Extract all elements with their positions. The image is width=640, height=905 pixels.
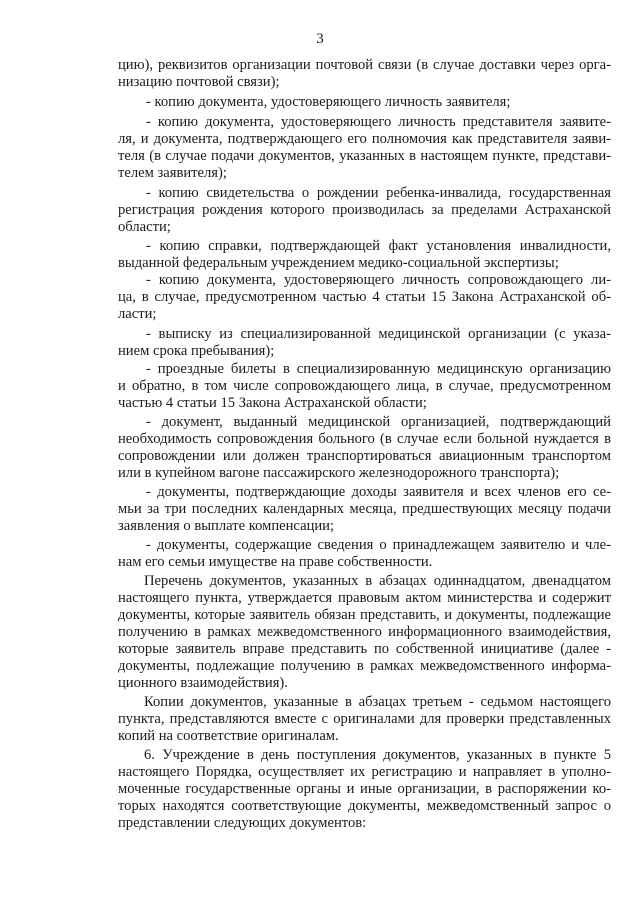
text-line: или в купейном вагоне пассажирского железнодорожного транспорта); [118,465,560,481]
list-item-line: - документы, содержащие сведения о принадлежащем заявителю и чле- [146,537,611,553]
text-line: теля (в случае подачи документов, указанных в настоящем пункте, представи- [118,148,611,164]
text-line: выданной федеральным учреждением медико-социальной экспертизы; [118,255,559,271]
text-line: копий на соответствие оригиналам. [118,728,339,744]
list-item-line: - выписку из специализированной медицинской организации (с указа- [146,326,611,342]
text-line: области; [118,219,171,235]
list-item-line: - проездные билеты в специализированную медицинскую организацию [146,361,611,377]
text-line: сопровождении или должен транспортироваться авиационным транспортом [118,448,611,464]
text-line: торых находятся соответствующие документы, межведомственный запрос о [118,798,611,814]
text-line: получению в рамках межведомственного информационного взаимодействия, [118,624,611,640]
list-item-line: - копию свидетельства о рождении ребенка-инвалида, государственная [146,185,611,201]
paragraph-first-line: Копии документов, указанные в абзацах третьем - седьмом настоящего [144,694,611,710]
text-line: частью 4 статьи 15 Закона Астраханской области; [118,395,427,411]
text-line: настоящего Порядка, осуществляет их регистрацию и направляет в уполно- [118,764,611,780]
text-line: ционного взаимодействия). [118,675,288,691]
text-line: настоящего пункта, утверждается правовым актом министерства и содержит [118,590,611,606]
list-item-line: - копию справки, подтверждающей факт установления инвалидности, [146,238,611,254]
text-line: низацию почтовой связи); [118,74,280,90]
text-line: нам его семьи имуществе на праве собственности. [118,554,433,570]
text-line: телем заявителя); [118,165,227,181]
page-number: 3 [316,31,324,47]
text-line: необходимость сопровождения больного (в случае если больной нуждается в [118,431,611,447]
list-item-line: - документы, подтверждающие доходы заявителя и всех членов его се- [146,484,611,500]
text-line: цию), реквизитов организации почтовой связи (в случае доставки через орга- [118,57,611,73]
text-line: и обратно, в том числе сопровождающего лица, в случае, предусмотренном [118,378,611,394]
text-line: мьи за три последних календарных месяца, предшествующих месяцу подачи [118,501,611,517]
text-line: пункта, представляются вместе с оригиналами для проверки представленных [118,711,611,727]
text-line: документы, которые заявитель обязан представить, и документы, подлежащие [118,607,611,623]
text-line: моченные государственные органы и иные организации, в распоряжении ко- [118,781,611,797]
paragraph-first-line: 6. Учреждение в день поступления документов, указанных в пункте 5 [144,747,611,763]
paragraph-first-line: Перечень документов, указанных в абзацах одиннадцатом, двенадцатом [144,573,611,589]
list-item-line: - копию документа, удостоверяющего личность представителя заявите- [146,114,611,130]
list-item-line: - копию документа, удостоверяющего личность сопровождающего ли- [146,272,611,288]
text-line: ласти; [118,306,157,322]
text-line: представлении следующих документов: [118,815,367,831]
text-line: нием срока пребывания); [118,343,275,359]
text-line: ля, и документа, подтверждающего его полномочия как представителя заяви- [118,131,611,147]
text-line: регистрация рождения которого производилась за пределами Астраханской [118,202,611,218]
text-line: которые заявитель вправе представить по собственной инициативе (далее - [118,641,611,657]
text-line: заявления о выплате компенсации; [118,518,335,534]
list-item-line: - копию документа, удостоверяющего личность заявителя; [146,94,511,110]
text-line: ца, в случае, предусмотренном частью 4 статьи 15 Закона Астраханской об- [118,289,611,305]
text-line: документы, подлежащие получению в рамках межведомственного информа- [118,658,611,674]
list-item-line: - документ, выданный медицинской организацией, подтверждающий [146,414,611,430]
